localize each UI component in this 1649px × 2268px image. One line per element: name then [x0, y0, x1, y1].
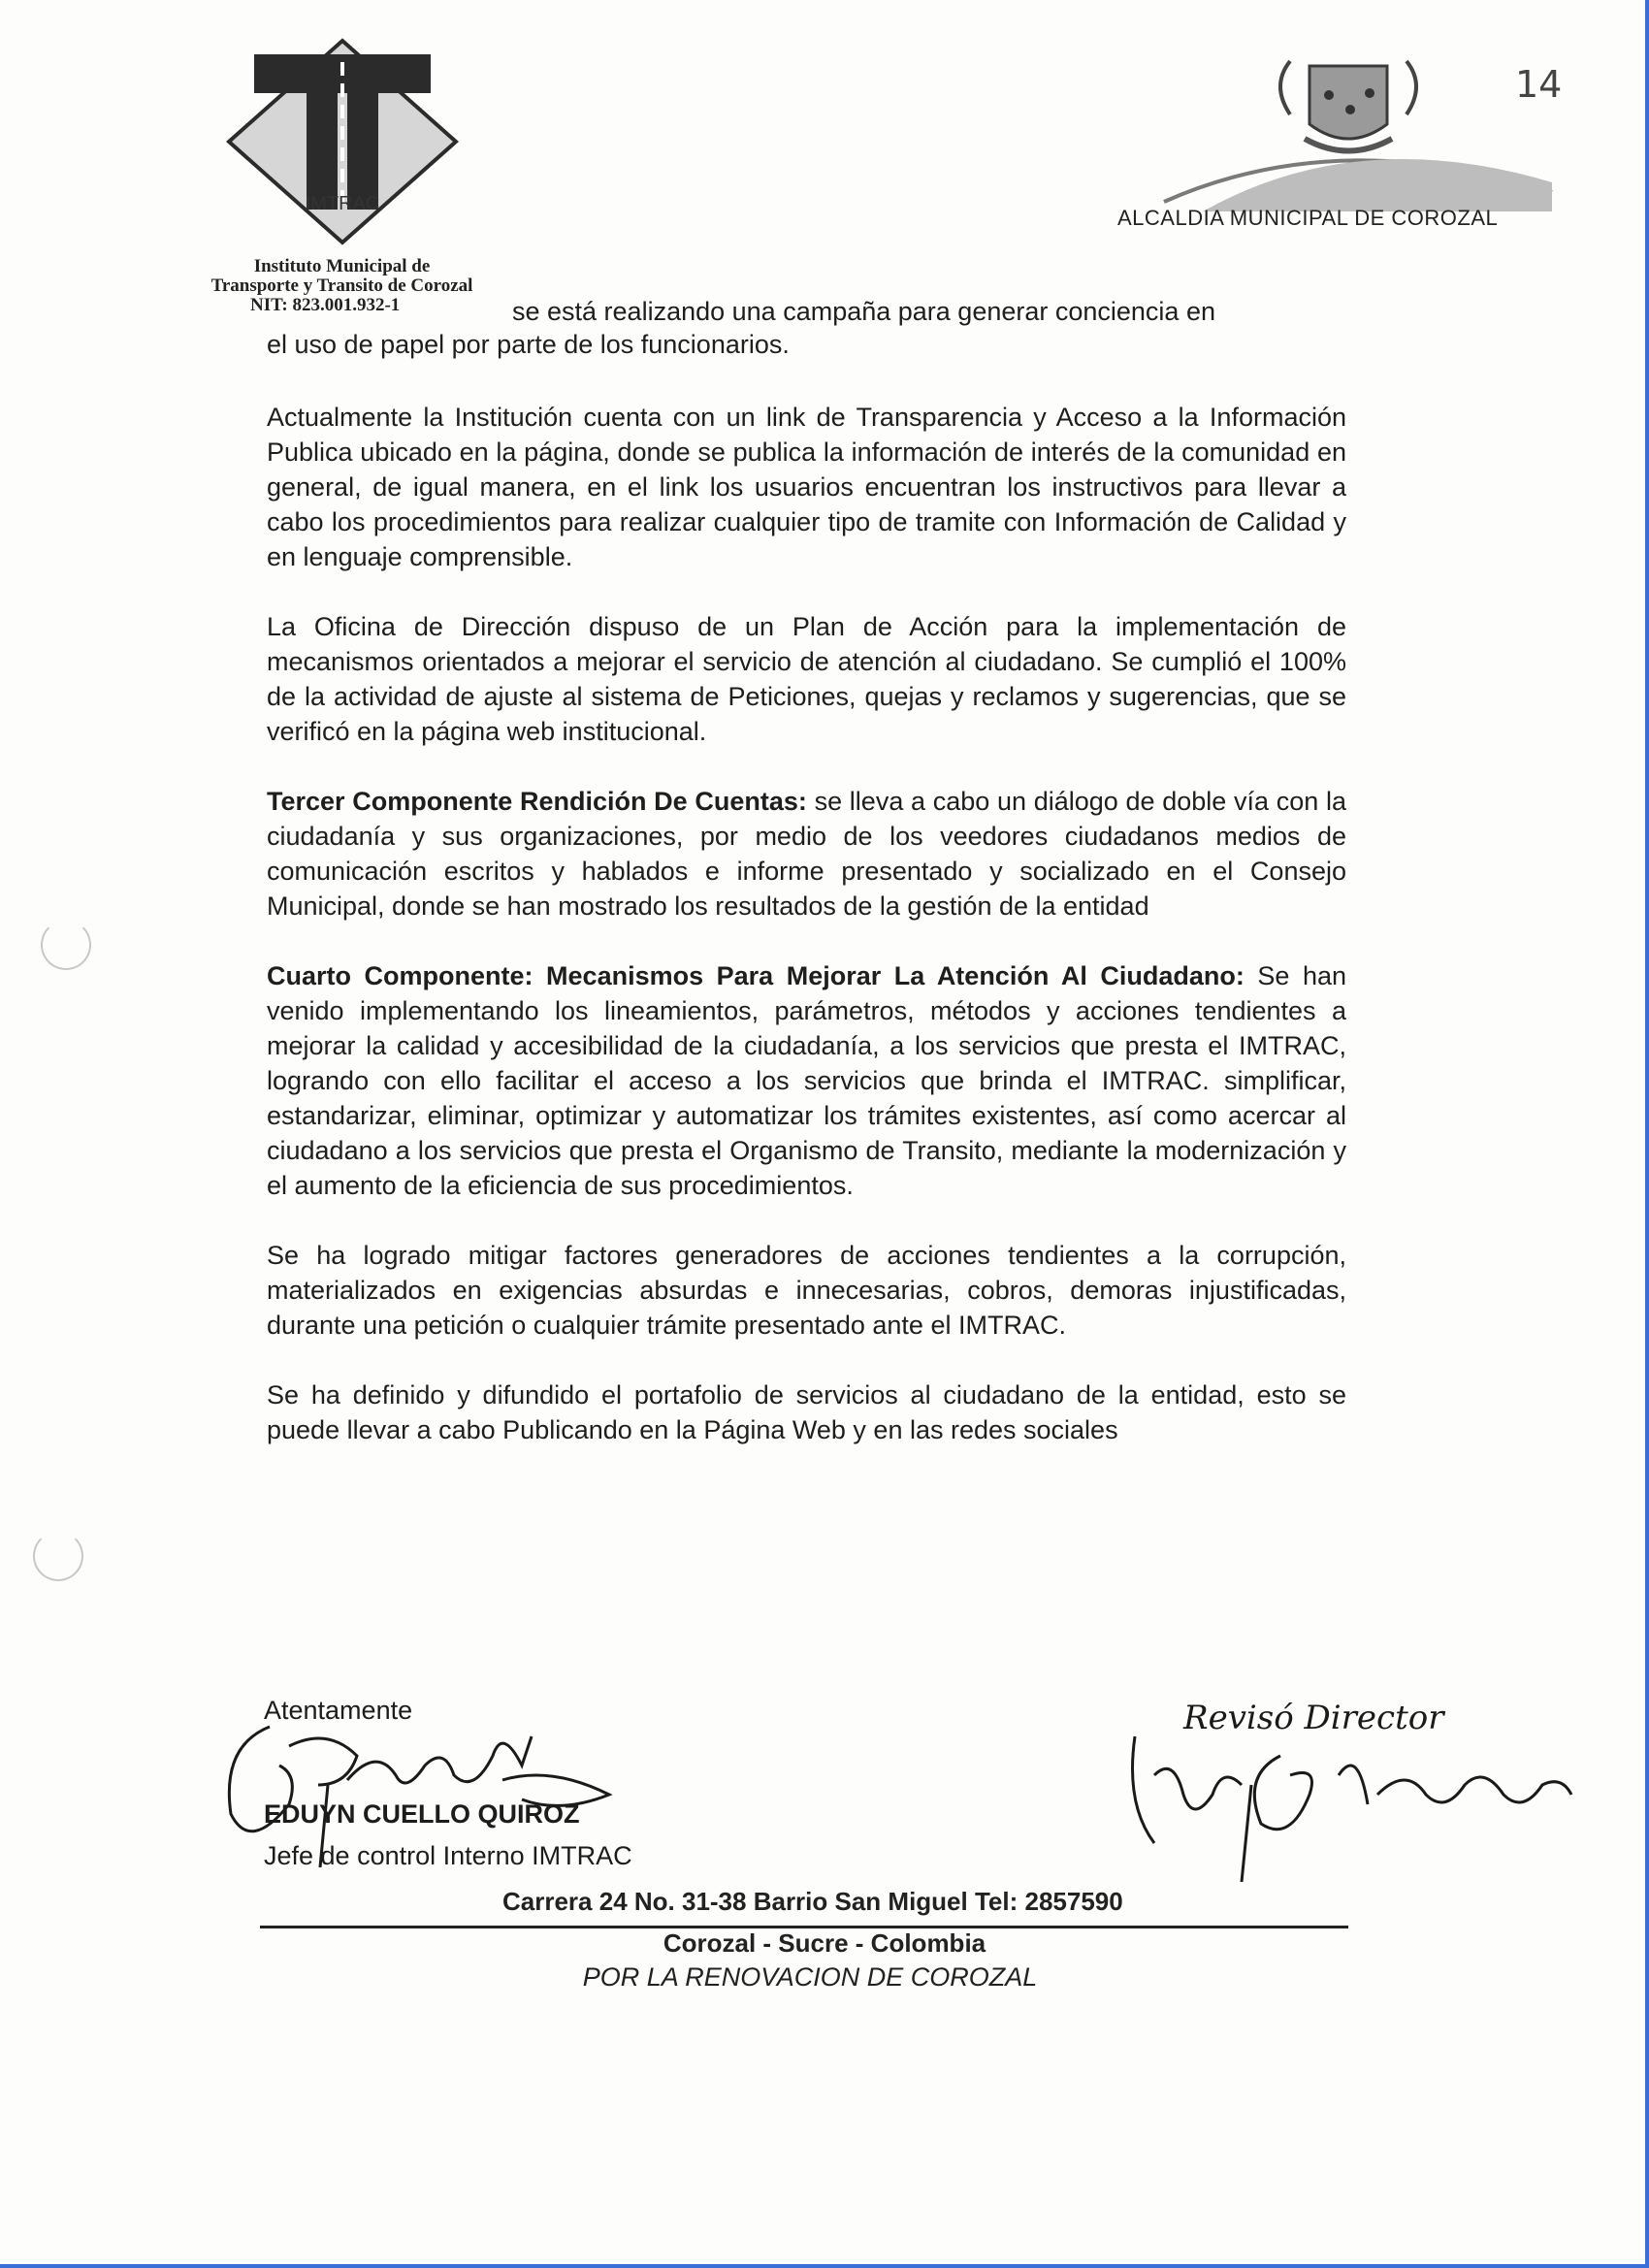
paragraph-portfolio: Se ha definido y difundido el portafolio de servicios al ciudadano de la entidad, esto se puede llevar a cabo Publicando en la Página Web y en las redes sociales — [267, 1380, 1346, 1444]
institute-line-2: Transporte y Transito de Corozal — [210, 275, 473, 296]
footer-slogan: POR LA RENOVACION DE COROZAL — [582, 1962, 1038, 1992]
paragraph-accountability: Tercer Componente Rendición De Cuentas: se lleva a cabo un diálogo de doble vía con la ciudadanía y sus organizaciones, por medio de los veedores ciudadanos medios de comunicación escritos y hablados e informe presentado y socializado en el Consejo Municipal, donde se han mostrado los resultados de la gestión de la entidad — [267, 787, 1346, 921]
salutation: Atentamente — [264, 1696, 413, 1725]
page-number-mark — [1511, 58, 1562, 107]
municipal-crest — [1145, 56, 1562, 221]
scan-edge-bottom — [0, 2264, 1649, 2268]
institute-block — [175, 257, 509, 315]
institute-line-1: Instituto Municipal de — [253, 256, 431, 276]
signer-name: EDUYN CUELLO QUIROZ — [264, 1799, 580, 1829]
footer-address: Carrera 24 No. 31-38 Barrio San Miguel Tel: 2857590 — [502, 1887, 1123, 1916]
paragraph-anticorruption: Se ha logrado mitigar factores generadores de acciones tendientes a la corrupción, materializados en exigencias absurdas e innecesarias, cobros, demoras injustificadas, durante una petición o cualquier trámite presentado ante el IMTRAC. — [267, 1241, 1346, 1340]
section-lead: Cuarto Componente: Mecanismos Para Mejorar La Atención Al Ciudadano: — [267, 961, 1245, 990]
footer-city: Corozal - Sucre - Colombia — [663, 1928, 986, 1958]
section-lead: Tercer Componente Rendición De Cuentas: — [267, 787, 807, 816]
logo-text: IMTRAC — [305, 193, 380, 214]
svg-text:Revisó Director: Revisó Director — [1183, 1699, 1444, 1737]
institute-nit: NIT: 823.001.932-1 — [250, 295, 401, 315]
signature-right — [1116, 1688, 1581, 1892]
signer-role: Jefe de control Interno IMTRAC — [264, 1841, 632, 1870]
intro-line-1: se está realizando una campaña para generar conciencia en — [512, 297, 1215, 326]
paragraph-transparency: Actualmente la Institución cuenta con un link de Transparencia y Acceso a la Información Publica ubicado en la página, donde se publica la información de interés de la comunidad en general, de igual manera, en el link los usuarios encuentran los instructivos para llevar a cabo los procedimientos para realizar cualquier tipo de tramite con Información de Calidad y en lenguaje comprensible. — [267, 403, 1346, 571]
intro-line-2: el uso de papel por parte de los funcionarios. — [267, 330, 790, 359]
imtrac-logo — [221, 33, 464, 246]
punch-hole-mark — [41, 920, 91, 970]
svg-text:14: 14 — [1515, 63, 1562, 106]
punch-hole-mark — [33, 1531, 83, 1581]
letter-body — [267, 400, 1346, 1447]
municipality-title: ALCALDIA MUNICIPAL DE COROZAL — [1117, 206, 1499, 230]
paragraph-action-plan: La Oficina de Dirección dispuso de un Plan de Acción para la implementación de mecanismos orientados a mejorar el servicio de atención al ciudadano. Se cumplió el 100% de la actividad de ajuste al sistema de Peticiones, quejas y reclamos y sugerencias, que se verificó en la página web institucional. — [267, 612, 1346, 746]
paragraph-citizen-service: Cuarto Componente: Mecanismos Para Mejorar La Atención Al Ciudadano: Se han venido implementando los lineamientos, parámetros, métodos y acciones tendientes a mejorar la calidad y accesibilidad de la ciudadanía, a los servicios que presta el IMTRAC, logrando con ello facilitar el acceso a los servicios que brinda el IMTRAC. simplificar, estandarizar, eliminar, optimizar y automatizar los trámites existentes, así como acercar al ciudadano a los servicios que presta el Organismo de Transito, mediante la modernización y el aumento de la eficiencia de sus procedimientos. — [267, 961, 1346, 1200]
